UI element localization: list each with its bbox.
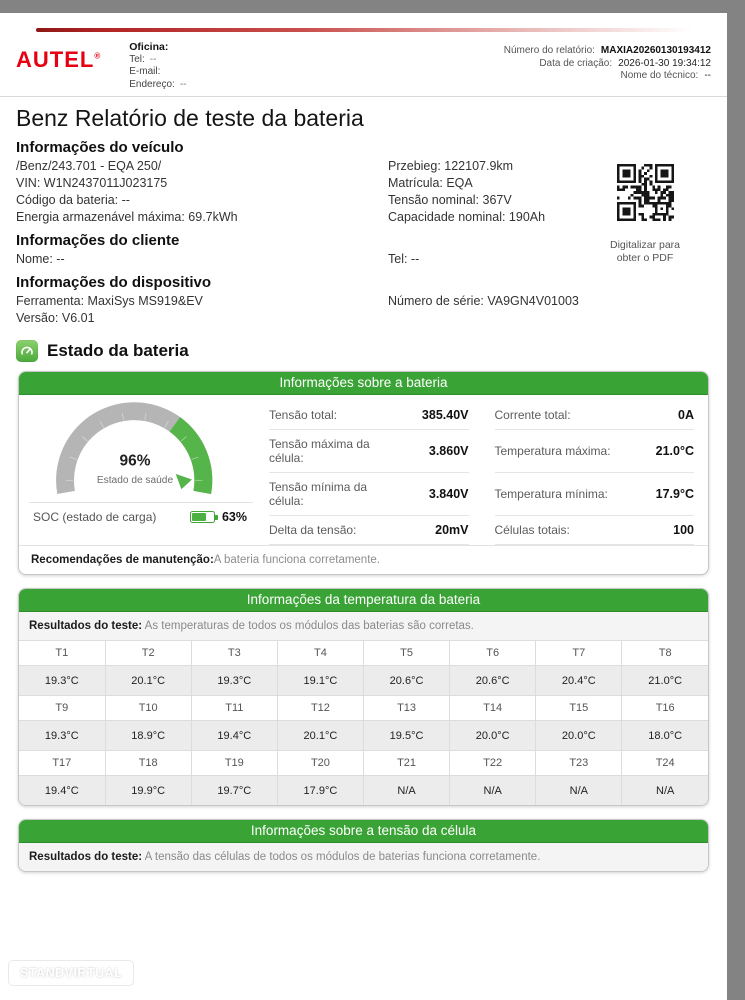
temp-value-cell: 18.9°C xyxy=(105,721,191,751)
temp-header-cell: T20 xyxy=(277,751,363,776)
temp-value-row xyxy=(19,776,708,806)
soc-indicator xyxy=(190,510,247,524)
temp-header-cell: T2 xyxy=(105,641,191,666)
metric-value: 0A xyxy=(678,408,694,422)
temp-header-cell: T8 xyxy=(622,641,708,666)
metric-value: 20mV xyxy=(435,523,469,537)
temp-header-cell: T14 xyxy=(450,696,536,721)
client-tel: Tel: -- xyxy=(388,252,420,266)
metric-voltage-delta xyxy=(269,516,469,545)
soc-row xyxy=(29,502,253,531)
metric-label: Tensão total: xyxy=(269,408,338,422)
temp-value-cell: 19.1°C xyxy=(277,666,363,696)
cell-voltage-panel-title: Informações sobre a tensão da célula xyxy=(19,820,708,843)
metric-value: 17.9°C xyxy=(655,487,694,501)
temp-value-cell: 19.4°C xyxy=(191,721,277,751)
qr-caption: Digitalizar para obter o PDF xyxy=(609,239,681,264)
report-tech-row xyxy=(504,70,711,83)
temp-value-cell: 20.4°C xyxy=(536,666,622,696)
report-meta-block xyxy=(504,45,711,83)
page-title: Benz Relatório de teste da bateria xyxy=(16,105,364,131)
device-tool: Ferramenta: MaxiSys MS919&EV xyxy=(16,294,203,308)
temperature-panel xyxy=(18,588,709,806)
office-email-label: E-mail: xyxy=(129,66,161,77)
battery-code: Código da bateria: -- xyxy=(16,193,130,207)
temperature-table xyxy=(19,641,708,805)
photo-edge-top xyxy=(0,0,745,13)
temp-value-cell: 20.6°C xyxy=(364,666,450,696)
autel-logo-text: AUTEL xyxy=(16,47,95,72)
temp-header-cell: T16 xyxy=(622,696,708,721)
office-address-value: -- xyxy=(179,78,187,90)
metric-label: Delta da tensão: xyxy=(269,523,357,537)
soc-label: SOC (estado de carga) xyxy=(33,510,157,524)
report-tech-label: Nome do técnico: xyxy=(620,70,699,81)
maintenance-recommendation xyxy=(19,545,708,574)
temp-value-cell: 17.9°C xyxy=(277,776,363,806)
report-number-value: MAXIA20260130193412 xyxy=(600,45,711,56)
office-block xyxy=(129,41,186,91)
metric-value: 21.0°C xyxy=(655,444,694,458)
battery-state-heading: Estado da bateria xyxy=(47,341,189,360)
metric-label: Temperatura mínima: xyxy=(494,487,608,501)
temp-header-cell: T6 xyxy=(450,641,536,666)
temp-header-cell: T23 xyxy=(536,751,622,776)
temp-header-cell: T15 xyxy=(536,696,622,721)
metric-label: Temperatura máxima: xyxy=(494,444,611,458)
office-tel xyxy=(129,54,186,67)
temp-header-cell: T18 xyxy=(105,751,191,776)
cell-voltage-panel xyxy=(18,819,709,872)
temp-header-row xyxy=(19,641,708,666)
report-number-row xyxy=(504,45,711,58)
qr-box xyxy=(614,161,677,229)
vehicle-model: /Benz/243.701 - EQA 250/ xyxy=(16,159,162,173)
max-energy: Energia armazenável máxima: 69.7kWh xyxy=(16,210,238,224)
result-label: Resultados do teste: xyxy=(29,620,143,632)
report-header xyxy=(0,32,727,97)
temp-value-cell: 19.9°C xyxy=(105,776,191,806)
temp-header-row xyxy=(19,696,708,721)
battery-info-panel-title: Informações sobre a bateria xyxy=(19,372,708,395)
metric-label: Tensão máxima da célula: xyxy=(269,437,370,465)
temp-header-cell: T13 xyxy=(364,696,450,721)
metric-value: 385.40V xyxy=(421,408,469,422)
temp-value-cell: 19.4°C xyxy=(19,776,105,806)
temp-header-cell: T19 xyxy=(191,751,277,776)
report-date-row xyxy=(504,58,711,71)
temp-header-cell: T10 xyxy=(105,696,191,721)
metric-value: 3.840V xyxy=(428,487,469,501)
soh-label: Estado de saúde xyxy=(96,474,174,486)
temp-value-cell: 20.0°C xyxy=(536,721,622,751)
metric-label: Células totais: xyxy=(494,523,570,537)
metric-min-cell-voltage xyxy=(269,473,469,516)
temp-value-cell: N/A xyxy=(622,776,708,806)
device-row xyxy=(16,310,711,327)
vehicle-mileage: Przebieg: 122107.9km xyxy=(388,159,514,173)
report-number-label: Número do relatório: xyxy=(503,45,595,56)
temp-value-cell: 19.3°C xyxy=(191,666,277,696)
watermark: STANDVIRTUAL xyxy=(8,960,134,986)
temp-header-cell: T11 xyxy=(191,696,277,721)
registered-mark: ® xyxy=(94,51,102,61)
client-section-heading: Informações do cliente xyxy=(16,232,180,249)
device-section-heading: Informações do dispositivo xyxy=(16,274,212,291)
client-name: Nome: -- xyxy=(16,252,65,266)
temp-value-cell: 20.1°C xyxy=(105,666,191,696)
metric-value: 100 xyxy=(673,523,694,537)
temp-value-cell: N/A xyxy=(364,776,450,806)
temp-value-cell: N/A xyxy=(536,776,622,806)
temp-value-cell: 19.5°C xyxy=(364,721,450,751)
maintenance-text: A bateria funciona corretamente. xyxy=(213,554,380,566)
vehicle-vin: VIN: W1N2437011J023175 xyxy=(16,176,168,190)
metric-total-voltage xyxy=(269,401,469,430)
office-title: Oficina: xyxy=(129,41,169,53)
qr-block xyxy=(597,161,693,265)
battery-info-panel xyxy=(18,371,709,575)
battery-metrics-grid xyxy=(253,395,708,545)
soh-gauge-pointer xyxy=(176,474,192,489)
vehicle-plate: Matrícula: EQA xyxy=(388,176,473,190)
soh-value: 96% xyxy=(119,452,151,470)
temperature-test-result xyxy=(19,612,708,641)
temp-value-cell: 19.7°C xyxy=(191,776,277,806)
office-tel-value: -- xyxy=(149,53,157,65)
battery-state-heading-row xyxy=(0,327,727,371)
temp-value-row xyxy=(19,666,708,696)
office-tel-label: Tel: xyxy=(129,53,145,65)
device-serial: Número de série: VA9GN4V01003 xyxy=(388,294,579,308)
soh-gauge xyxy=(29,399,241,500)
metric-value: 3.860V xyxy=(428,444,469,458)
temp-value-cell: 18.0°C xyxy=(622,721,708,751)
metric-max-temp xyxy=(495,430,695,473)
device-row xyxy=(16,293,711,310)
temp-header-cell: T17 xyxy=(19,751,105,776)
autel-logo xyxy=(16,47,101,73)
nominal-voltage: Tensão nominal: 367V xyxy=(388,193,512,207)
office-address-label: Endereço: xyxy=(129,78,175,90)
metric-total-current xyxy=(495,401,695,430)
metric-min-temp xyxy=(495,473,695,516)
report-date-label: Data de criação: xyxy=(539,57,613,69)
result-text: As temperaturas de todos os módulos das baterias são corretas. xyxy=(144,620,474,632)
qr-code xyxy=(617,164,674,221)
battery-level-icon xyxy=(190,511,215,523)
cell-voltage-test-result xyxy=(19,843,708,871)
report-tech-value: -- xyxy=(704,70,711,81)
temp-header-cell: T5 xyxy=(364,641,450,666)
result-text: A tensão das células de todos os módulos de baterias funciona corretamente. xyxy=(144,851,541,863)
temp-value-cell: 19.3°C xyxy=(19,666,105,696)
temp-value-cell: 19.3°C xyxy=(19,721,105,751)
temp-header-cell: T4 xyxy=(277,641,363,666)
report-date-value: 2026-01-30 19:34:12 xyxy=(618,57,711,69)
document-page xyxy=(0,13,727,1000)
device-empty xyxy=(388,310,711,327)
temp-value-cell: 20.6°C xyxy=(450,666,536,696)
temp-header-cell: T12 xyxy=(277,696,363,721)
metric-label: Corrente total: xyxy=(494,408,571,422)
temp-header-cell: T1 xyxy=(19,641,105,666)
metric-max-cell-voltage xyxy=(269,430,469,473)
temp-header-cell: T3 xyxy=(191,641,277,666)
device-info xyxy=(0,293,727,327)
temp-header-cell: T21 xyxy=(364,751,450,776)
office-email xyxy=(129,66,186,79)
battery-info-body xyxy=(19,395,708,545)
metric-total-cells xyxy=(495,516,695,545)
soc-value: 63% xyxy=(221,510,247,524)
office-address xyxy=(129,79,186,92)
temp-value-cell: 20.0°C xyxy=(450,721,536,751)
temp-header-cell: T22 xyxy=(450,751,536,776)
temp-header-cell: T24 xyxy=(622,751,708,776)
temp-header-cell: T9 xyxy=(19,696,105,721)
battery-gauge-icon xyxy=(16,340,38,362)
nominal-capacity: Capacidade nominal: 190Ah xyxy=(388,210,546,224)
metric-label: Tensão mínima da célula: xyxy=(269,480,368,508)
maintenance-label: Recomendações de manutenção: xyxy=(31,554,214,566)
temp-value-row xyxy=(19,721,708,751)
result-label: Resultados do teste: xyxy=(29,851,143,863)
device-version: Versão: V6.01 xyxy=(16,311,95,325)
temp-value-cell: N/A xyxy=(450,776,536,806)
vehicle-section-heading: Informações do veículo xyxy=(16,139,184,156)
temp-header-row xyxy=(19,751,708,776)
temp-header-cell: T7 xyxy=(536,641,622,666)
temp-value-cell: 21.0°C xyxy=(622,666,708,696)
soh-gauge-column xyxy=(19,395,253,545)
temperature-panel-title: Informações da temperatura da bateria xyxy=(19,589,708,612)
temp-value-cell: 20.1°C xyxy=(277,721,363,751)
photo-edge-right xyxy=(727,0,745,1000)
